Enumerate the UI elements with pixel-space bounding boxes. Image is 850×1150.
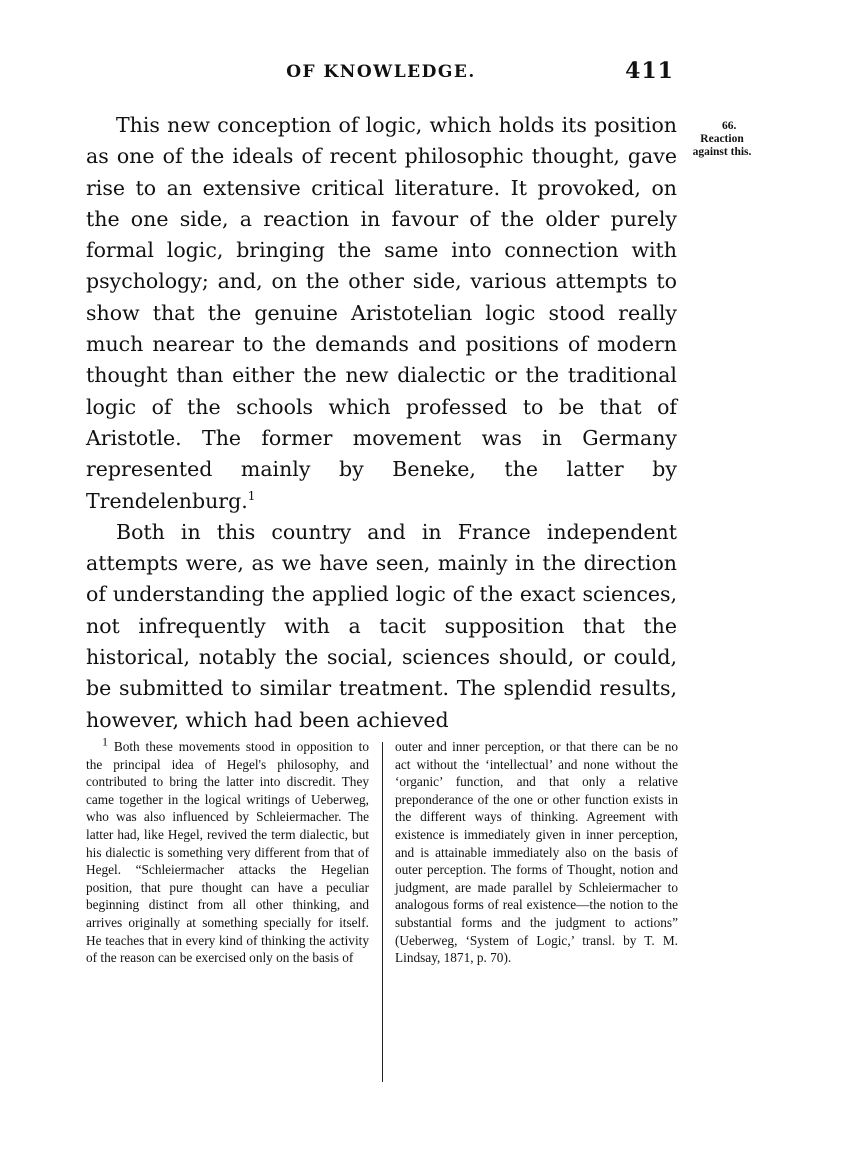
page-number: 411 <box>625 58 674 84</box>
margin-note <box>682 120 762 159</box>
footnotes <box>86 734 678 1088</box>
column-divider <box>382 742 383 1082</box>
paragraph-1-text: This new conception of logic, which holds its position as one of the ideals of recent philosophic thought, gave rise to an extensive critical literature. It provoked, on the one side, a reaction in favour of the older purely formal logic, bringing the same into connection with psychology; and, on the other side, various attempts to show that the genuine Aristotelian logic stood really much nearear to the demands and positions of modern thought than either the new dialectic or the traditional logic of the schools which professed to be that of Aristotle. The former movement was in Germany represented mainly by Beneke, the latter by Trendelenburg. <box>86 113 677 513</box>
margin-note-line2: against this. <box>692 146 752 158</box>
footnote-reference: 1 <box>247 488 256 503</box>
footnote-left-column <box>86 734 370 967</box>
footnote-left-text: Both these movements stood in opposition to the principal idea of Hegel's philosophy, and contributed to bring the latter into discredit. They came together in the logical writings of Ueberweg, who was also influenced by Schleiermacher. The latter had, like Hegel, revived the term dialectic, but his dialectic is something very different from that of Hegel. “Schleiermacher attacks the Hegelian position, that pure thought can have a peculiar beginning distinct from all other thinking, and arrives originally at something specially for itself. He teaches that in every kind of thinking the activity of the reason can be exercised only on the basis of <box>86 739 370 966</box>
footnote-right-text: outer and inner perception, or that there can be no act without the ‘intellectual’ and none without the ‘organic’ function, and that only a relative preponderance of the one or other function exists in the different ways of thinking. Agreement with existence is immediately given in inner perception, and is attainable immediately also on the basis of outer perception. The forms of Thought, notion and judgment, are made parallel by Schleiermacher to analogous forms of real existence—the notion to the substantial forms and the judgment to actions” (Ueberweg, ‘System of Logic,’ transl. by T. M. Lindsay, 1871, p. 70). <box>395 739 678 966</box>
margin-note-line1: Reaction <box>700 133 744 145</box>
page-header <box>86 58 676 88</box>
paragraph-2: Both in this country and in France independent attempts were, as we have seen, mainly in the direction of understanding the applied logic of the exact sciences, not infrequently with a tacit supposition that the historical, notably the social, sciences should, or could, be submitted to similar treatment. The splendid results, however, which had been achieved <box>86 519 677 732</box>
main-text <box>86 110 677 736</box>
footnote-right-column <box>395 738 678 967</box>
footnote-1 <box>86 734 370 967</box>
running-head: OF KNOWLEDGE. <box>286 62 476 82</box>
margin-note-number: 66. <box>722 120 737 132</box>
paragraph-1 <box>86 110 677 517</box>
footnote-marker: 1 <box>102 734 108 749</box>
